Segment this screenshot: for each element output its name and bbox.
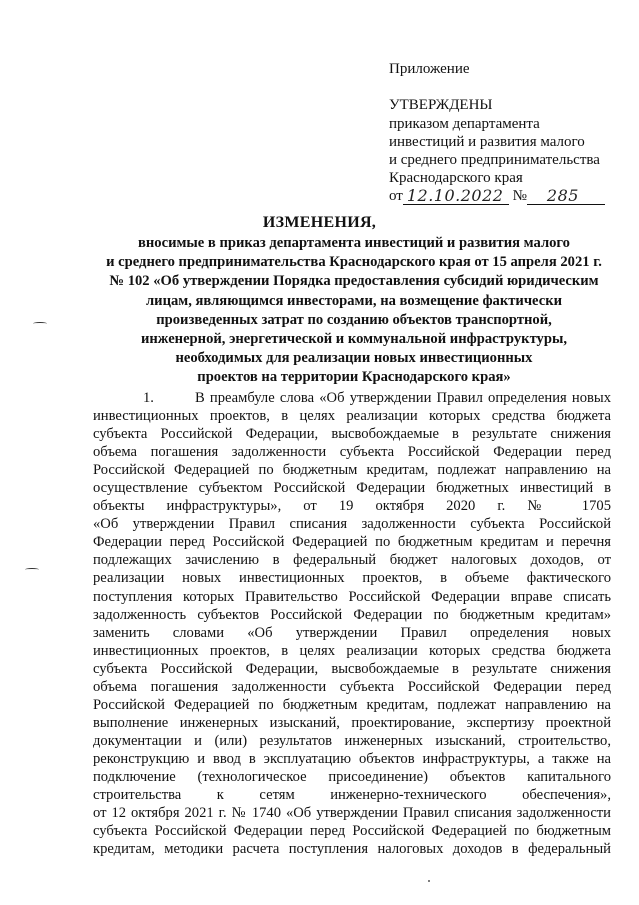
body-line: документации и (или) результатов инженерных изысканий, строительство,: [93, 732, 611, 749]
document-subtitle: [84, 234, 624, 388]
order-date-blank: [403, 188, 509, 205]
approved-line: приказом департамента: [389, 116, 540, 132]
subtitle-line: проектов на территории Краснодарского края»: [197, 369, 511, 386]
subtitle-line: инженерной, энергетической и коммунальной инфраструктуры,: [140, 331, 567, 348]
subtitle-line: необходимых для реализации новых инвестиционных: [175, 350, 533, 367]
document-title: ИЗМЕНЕНИЯ,: [262, 214, 377, 231]
order-from-label: от: [389, 188, 403, 204]
document-body: [93, 389, 611, 858]
body-line: от 12 октября 2021 г. № 1740 «Об утверждении Правил списания задолженности: [93, 805, 611, 822]
body-line: Российской Федерацией по бюджетным кредитам, подлежат направлению на: [93, 696, 611, 713]
order-number-handwritten: 285: [546, 186, 579, 205]
scan-mark: [33, 322, 47, 325]
body-line: реализации новых инвестиционных проектов, в объеме фактического: [93, 570, 611, 587]
body-line: инвестиционных проектов, в целях реализации которых средства бюджета: [93, 408, 611, 425]
body-line: строительства к сетям инженерно-технического обеспечения»,: [93, 787, 611, 804]
subtitle-line: лицам, являющимся инвесторами, на возмещение фактически: [145, 292, 563, 309]
item-number: 1.: [143, 390, 154, 406]
body-line: задолженность субъектов Российской Федерации по бюджетным кредитам»: [93, 606, 611, 623]
body-line-text: В преамбуле слова «Об утверждении Правил определения новых: [195, 390, 611, 406]
subtitle-line: и среднего предпринимательства Краснодарского края от 15 апреля 2021 г.: [106, 254, 602, 271]
scan-mark: [25, 568, 39, 571]
approved-line: Краснодарского края: [389, 170, 523, 186]
order-number-blank: [527, 188, 605, 205]
body-line: объема погашения задолженности субъекта Российской Федерации перед: [93, 444, 611, 461]
body-line: Российской Федерацией по бюджетным кредитам, подлежат направлению на: [93, 462, 611, 479]
body-line: [93, 389, 611, 407]
body-line: «Об утверждении Правил списания задолженности субъекта Российской: [93, 516, 611, 533]
order-number-label: №: [512, 188, 527, 204]
scan-dot: [428, 880, 430, 882]
body-line: инвестиционных проектов, в целях реализации которых средства бюджета: [93, 642, 611, 659]
body-line: объекты инфраструктуры», от 19 октября 2020 г. № 1705: [93, 498, 611, 515]
approved-title: УТВЕРЖДЕНЫ: [389, 97, 493, 113]
body-line: заменить словами «Об утверждении Правил определения новых: [93, 624, 611, 641]
body-line: реконструкцию и ввод в эксплуатацию объектов инфраструктуры, а также на: [93, 750, 611, 767]
subtitle-line: вносимые в приказ департамента инвестиций и развития малого: [138, 235, 570, 251]
approved-line: и среднего предпринимательства: [389, 152, 600, 168]
body-line: субъекта Российской Федерации, высвобождаемые в результате снижения: [93, 660, 611, 677]
approved-line: инвестиций и развития малого: [389, 134, 585, 150]
body-line: выполнение инженерных изысканий, проектирование, экспертизу проектной: [93, 714, 611, 731]
body-line: Федерации перед Российской Федерацией по бюджетным кредитам и перечня: [93, 534, 611, 551]
body-line: подключение (технологическое присоединение) объектов капитального: [93, 768, 611, 785]
body-line: кредитам, методики расчета поступления налоговых доходов в федеральный: [93, 841, 611, 858]
subtitle-line: произведенных затрат по созданию объектов транспортной,: [156, 311, 552, 328]
body-line: субъекта Российской Федерации, высвобождаемые в результате снижения: [93, 426, 611, 443]
order-date-handwritten: 12.10.2022: [406, 186, 504, 205]
body-line: субъекта Российской Федерации перед Российской Федерацией по бюджетным: [93, 823, 611, 840]
approval-block: [389, 96, 605, 205]
body-line: подлежащих зачислению в федеральный бюджет налоговых доходов, от: [93, 552, 611, 569]
body-line: поступления которых Правительство Российской Федерации вправе списать: [93, 588, 611, 605]
subtitle-line: № 102 «Об утверждении Порядка предоставления субсидий юридическим: [109, 273, 599, 290]
order-date-number-line: [389, 187, 605, 205]
body-line: осуществление субъектом Российской Федерации бюджетных инвестиций в: [93, 480, 611, 497]
body-line: объема погашения задолженности субъекта Российской Федерации перед: [93, 678, 611, 695]
appendix-label: Приложение: [389, 61, 470, 77]
